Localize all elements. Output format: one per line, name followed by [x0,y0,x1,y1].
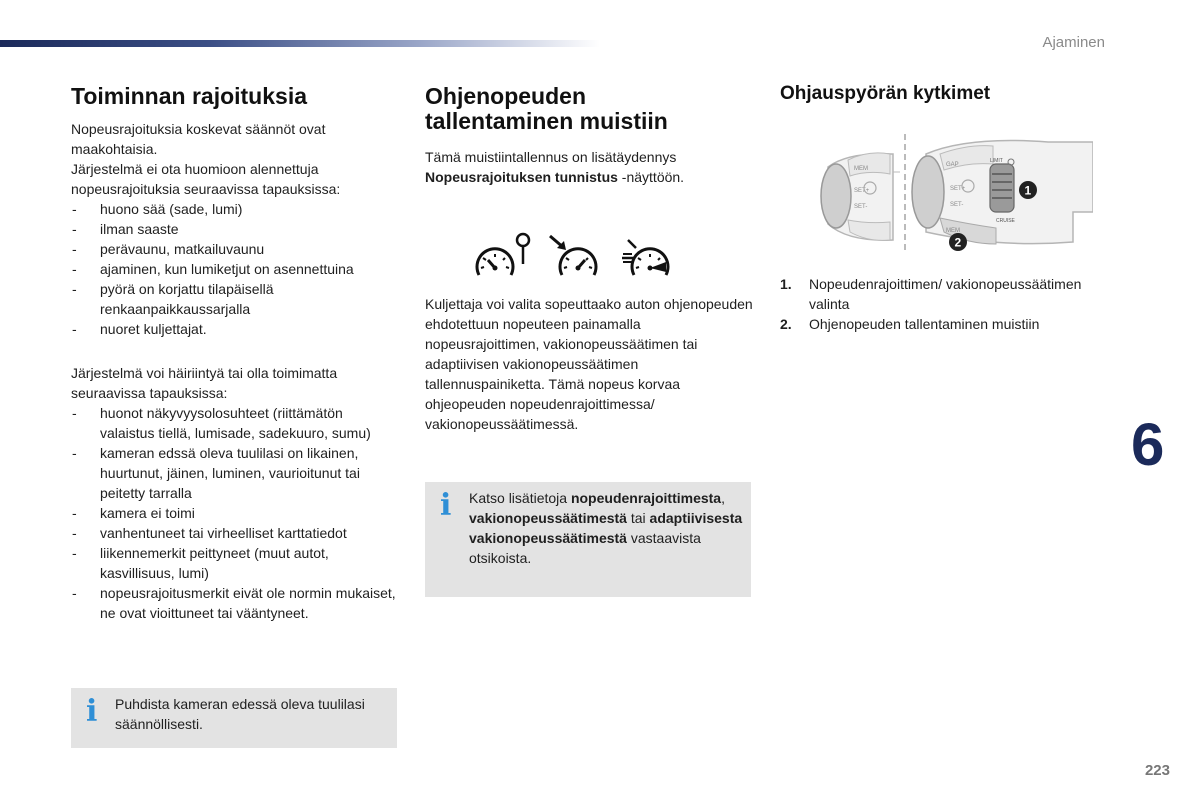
heading-switches: Ohjauspyörän kytkimet [780,83,991,104]
callout-2-label: 2 [954,235,962,250]
list-item: - kameran edssä oleva tuulilasi on likainen, huurtunut, jäinen, luminen, vaurioitunut tai peitetty tarralla [71,443,401,503]
set-minus-label: SET- [854,204,868,210]
info-box-references [425,482,751,597]
cruise-label: CRUISE [996,218,1015,224]
list-item: - kamera ei toimi [71,503,401,523]
callout-1-label: 1 [1024,183,1032,198]
paragraph: Nopeusrajoituksia koskevat säännöt ovat maakohtaisia. [71,121,326,158]
chapter-number: 6 [1131,411,1165,478]
set-minus-label: SET- [950,202,964,208]
gap-label: GAP [946,162,959,168]
page-number: 223 [1144,762,1170,779]
set-plus-label: SET+ [950,186,966,192]
set-plus-label: SET+ [854,188,870,194]
info-text: Katso lisätietoja nopeudenrajoittimesta, vakionopeussäätimestä tai adaptiivisesta vakionopeussäätimestä vastaavista otsikoista. [469,490,743,566]
switch-legend [780,274,1110,334]
list-item: - nopeusrajoitusmerkit eivät ole normin mukaiset, ne ovat vioittuneet tai vääntyneet. [71,583,401,623]
info-box-camera [71,688,397,748]
info-icon: i [86,694,98,729]
header-rule [0,40,600,47]
paragraph: Kuljettaja voi valita sopeuttaako auton ohjenopeuden ehdotettuun nopeuteen painamalla nopeusrajoittimen, vakionopeussäätimen tai adaptiivisen vakionopeussäätimen tallennuspainiketta. Tämä nopeus korvaa ohjeopeuden nopeudenrajoittimessa/ vakionopeussäätimessä. [425,296,753,432]
steering-switch-diagram [818,132,1093,252]
list-item: 1. Nopeudenrajoittimen/ vakionopeussäätimen valinta [780,276,1082,312]
heading-memorize: Ohjenopeuden tallentaminen muistiin [425,83,668,135]
list-item: - vanhentuneet tai virheelliset karttatiedot [71,523,401,543]
mem-label: MEM [854,166,868,172]
column-limitations [71,80,401,623]
paragraph: Järjestelmä ei ota huomioon alennettuja nopeusrajoituksia seuraavissa tapauksissa: [71,161,341,198]
list-item: - liikennemerkit peittyneet (muut autot, kasvillisuus, lumi) [71,543,401,583]
adaptive-cruise-memo-icon [620,230,680,285]
speed-limit-memo-icon [475,230,535,285]
paragraph: Järjestelmä voi häiriintyä tai olla toimimatta seuraavissa tapauksissa: [71,365,338,402]
mem-label: MEM [946,228,960,234]
disturbance-list [71,403,401,623]
limit-label: LIMIT [990,158,1003,164]
limitation-list [71,199,401,339]
speed-icons-row [470,230,690,285]
list-item: - huono sää (sade, lumi) [71,199,401,219]
cruise-control-memo-icon [548,230,608,285]
column-memorize [425,80,755,187]
list-item: - ajaminen, kun lumiketjut on asennettuina [71,259,401,279]
section-title: Ajaminen [1042,34,1105,51]
memorize-body [425,294,755,434]
list-item: - ilman saaste [71,219,401,239]
list-item: 2. Ohjenopeuden tallentaminen muistiin [780,316,1040,332]
info-icon: i [440,488,452,523]
column-switches [780,80,1110,105]
list-item: - huonot näkyvyysolosuhteet (riittämätön valaistus tiellä, lumisade, sadekuuro, sumu) [71,403,401,443]
list-item: - nuoret kuljettajat. [71,319,401,339]
list-item: - pyörä on korjattu tilapäisellä renkaanpaikkaussarjalla [71,279,401,319]
info-text: Puhdista kameran edessä oleva tuulilasi säännöllisesti. [115,696,365,732]
list-item: - perävaunu, matkailuvaunu [71,239,401,259]
intro-paragraph: Tämä muistiintallennus on lisätäydennys Nopeusrajoituksen tunnistus -näyttöön. [425,148,685,185]
heading-limitations: Toiminnan rajoituksia [71,83,307,109]
switch-list [780,274,1110,334]
